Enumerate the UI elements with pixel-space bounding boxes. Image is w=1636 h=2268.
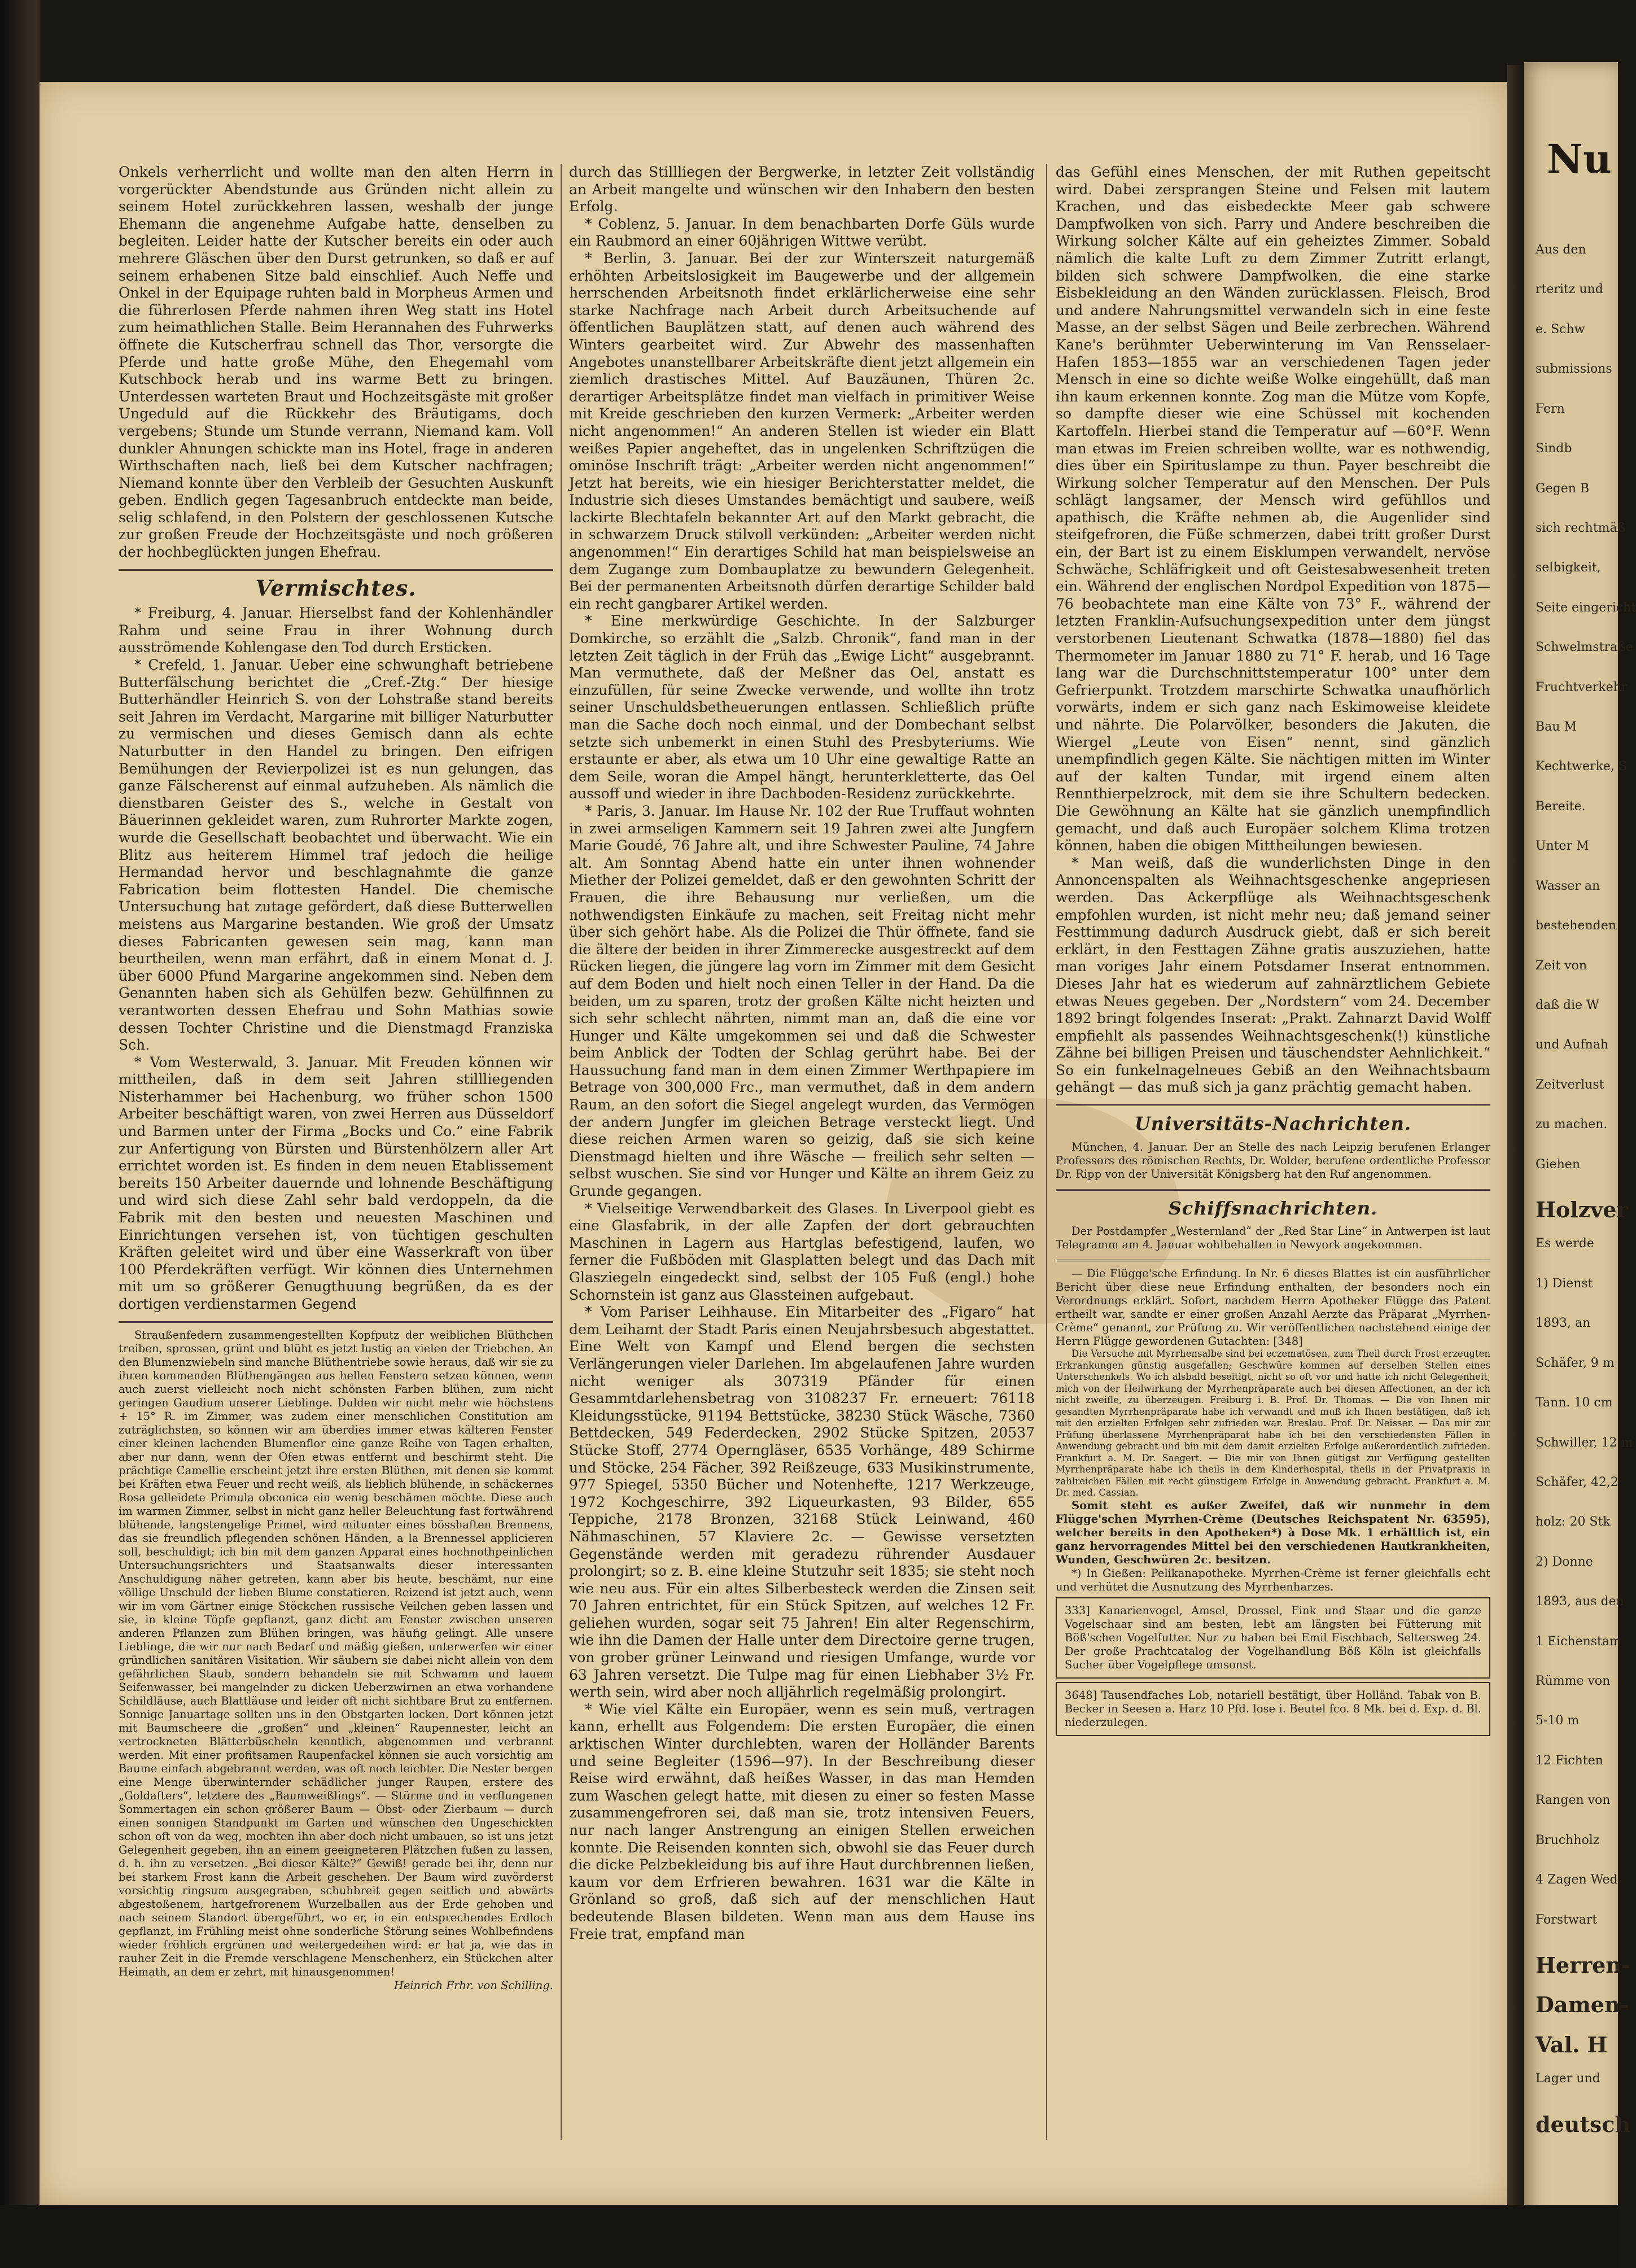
adjacent-page-line: Wasser an bbox=[1536, 879, 1600, 893]
adjacent-page-line: Fruchtverkehr bbox=[1536, 680, 1628, 694]
ad-fluegge: — Die Flügge'sche Erfindung. In Nr. 6 dieses Blattes ist ein ausführlicher Bericht über diese neue Erfindung enthalten, der besonders noch ein Verordnungs erklärt. Sofort, nachdem Herrn Apotheker Flügge das Patent ertheilt war, sandte er einer großen Anzahl Aerzte das Präparat „Myrrhen-Crème“ genannt, zur Prüfung zu. Wir veröffentlichen nachstehend einige der Herrn Flügge gewordenen Gutachten: [348] bbox=[1056, 1267, 1490, 1348]
column-rule bbox=[1046, 164, 1047, 2140]
ad-vogelfutter bbox=[1056, 1597, 1490, 1679]
adjacent-page bbox=[1524, 62, 1636, 2241]
news-item-geschichte: * Eine merkwürdige Geschichte. In der Salzburger Domkirche, so erzählt die „Salzb. Chronik“, fand man in der letzten Zeit täglich in der Früh das „Ewige Licht“ ausgebrannt. Man vermuthete, daß der Meßner das Oel, anstatt es einzufüllen, für seine Zwecke verwende, und wollte ihn trotz seiner Unschuldsbetheuerungen entlassen. Schließlich prüfte man die Sache doch noch einmal, und der Dombechant selbst setzte sich unbemerkt in einen Stuhl des Presbyteriums. Wie erstaunte er aber, als etwa um 10 Uhr eine gewaltige Ratte an dem Seile, woran die Ampel hängt, herunterkletterte, das Oel aussoff und wieder in ihre Dachboden-Residenz zurückkehrte. bbox=[569, 613, 1035, 802]
article-continuation: Onkels verherrlicht und wollte man den alten Herrn in vorgerückter Abendstunde aus Gründen nicht allein zu seinem Hotel zurückkehren lassen, weshalb der junge Ehemann die angenehme Aufgabe hatte, denselben zu begleiten. Leider hatte der Kutscher bereits ein oder auch mehrere Gläschen über den Durst getrunken, so daß er auf seinem erhabenen Sitze bald einschlief. Auch Neffe und Onkel in der Equipage ruhten bald in Morpheus Armen und die führerlosen Pferde nahmen ihren Weg statt ins Hotel zum heimathlichen Stalle. Beim Herannahen des Fuhrwerks öffnete die Kutscherfrau schnell das Thor, versorgte die Pferde und hatte große Mühe, den Ehegemahl vom Kutschbock herab und ins warme Bett zu bringen. Unterdessen warteten Braut und Hochzeitsgäste mit großer Ungeduld auf die Rückkehr des Bräutigams, doch vergebens; Stunde um Stunde verrann, Niemand kam. Voll dunkler Ahnungen schickte man ins Hotel, frage in anderen Wirthschaften nach, ließ bei dem Kutscher nachfragen; Niemand konnte über den Verbleib der Gesuchten Auskunft geben. Endlich gegen Tagesanbruch entdeckte man beide, selig schlafend, in den Polstern der geschlossenen Kutsche zur großen Freude der Hochzeitsgäste und noch größeren der hochbeglückten jungen Ehefrau. bbox=[119, 164, 553, 561]
adjacent-page-line: Bruchholz bbox=[1536, 1833, 1600, 1847]
adjacent-page-line: Rümme von bbox=[1536, 1674, 1611, 1688]
adjacent-page-line: Gegen B bbox=[1536, 482, 1590, 496]
adjacent-page-line: Val. H bbox=[1536, 2032, 1608, 2057]
ad-testimonials: Die Versuche mit Myrrhensalbe sind bei eczematösen, zum Theil durch Frost erzeugten Erkrankungen günstig ausgefallen; Geschwüre kommen auf derselben Stellen eines Unterschenkels. Wo ich alsbald beseitigt, nicht so oft vor und hatte ich nicht Gelegenheit, mich von der Heilwirkung der Myrrhenpräparate auch bei diesen Affectionen, an der ich nicht zweifle, zu überzeugen. Freiburg i. B. Prof. Dr. Thomas. — Die von Ihnen mir gesandten Myrrhenpräparate habe ich verwandt und muß ich Ihnen bestätigen, daß ich mit den erzielten Erfolgen sehr zufrieden war. Breslau. Prof. Dr. Neisser. — Das mir zur Prüfung überlassene Myrrhenpräparat habe ich bei den verschiedensten Fällen in Anwendung gebracht und bin mit dem damit erzielten Erfolge außerordentlich zufrieden. Frankfurt a. M. Dr. Saegert. — Die mir von Ihnen gütigst zur Verfügung gestellten Myrrhenpräparate habe ich theils in dem Kinderhospital, theils in der Privatpraxis in zahlreichen Fällen mit recht günstigem Erfolge in Anwendung gebracht. Frankfurt a. M. Dr. med. Cassian. bbox=[1056, 1348, 1490, 1498]
news-item-weihnachten: * Man weiß, daß die wunderlichsten Dinge in den Annoncenspalten als Weihnachtsgeschenke angepriesen werden. Das Ackerpflüge als Weihnachtsgeschenk empfohlen wurden, ist nicht mehr neu; daß jemand seiner Festtimmung dadurch Ausdruck giebt, daß er sich bereit erklärt, in den Festtagen Zähne gratis auszuziehen, hatte man voriges Jahr einem Potsdamer Inserat entnommen. Dieses Jahr hat es wiederum auf zahnärztlichem Gebiete etwas Neues gegeben. Der „Nordstern“ vom 24. December 1892 bringt folgendes Inserat: „Prakt. Zahnarzt David Wolff empfiehlt als passendes Weihnachtsgeschenk(!) künstliche Zähne bei billigen Preisen und täuschendster Aehnlichkeit.“ So ein funkelnagelneues Gebiß an den Weihnachtsbaum gehängt — das muß sich ja ganz prächtig gemacht haben. bbox=[1056, 854, 1490, 1096]
adjacent-page-line: Schwiller, 12 m bbox=[1536, 1436, 1633, 1450]
adjacent-page-line: deutsch bbox=[1536, 2112, 1631, 2137]
adjacent-page-line: zu machen. bbox=[1536, 1117, 1608, 1131]
book-binding-left bbox=[0, 0, 40, 2268]
adjacent-page-line: Holzver bbox=[1536, 1197, 1628, 1222]
adjacent-page-line: Fern bbox=[1536, 402, 1565, 416]
adjacent-page-line: Schäfer, 42,2 bbox=[1536, 1475, 1618, 1489]
university-news: München, 4. Januar. Der an Stelle des nach Leipzig berufenen Erlanger Professors des römischen Rechts, Dr. Wolder, berufene ordentliche Professor Dr. Ripp von der Universität Königsberg hat den Ruf angenommen. bbox=[1056, 1140, 1490, 1181]
adjacent-page-line: Herren- bbox=[1536, 1952, 1630, 1978]
adjacent-page-line: 12 Fichten bbox=[1536, 1754, 1603, 1768]
adjacent-page-line: e. Schw bbox=[1536, 322, 1585, 337]
scan-background-bottom bbox=[0, 2205, 1618, 2268]
news-item-leihhaus: * Vom Pariser Leihhause. Ein Mitarbeiter des „Figaro“ hat dem Leihamt der Stadt Paris einen Neujahrsbesuch abgestattet. Eine Welt von Kampf und Elend bergen die sechsten Verlängerungen vieler Darlehen. Im abgelaufenen Jahre wurden nicht weniger als 307319 Pfänder für einen Gesammtdarlehensbetrag von 3108237 Fr. erneuert: 76118 Kleidungsstücke, 91194 Bettstücke, 38230 Stück Wäsche, 7360 Bettdecken, 549 Federdecken, 2902 Stücke Spitzen, 20537 Stücke Stoff, 2774 Operngläser, 6535 Vorhänge, 489 Schirme und Stöcke, 254 Fächer, 392 Reißzeuge, 633 Musikinstrumente, 977 Spiegel, 5350 Bücher und Notenhefte, 1217 Werkzeuge, 1972 Kochgeschirre, 392 Liqueurkasten, 93 Bilder, 655 Teppiche, 2178 Bronzen, 32168 Stück Leinwand, 460 Nähmaschinen, 57 Klaviere 2c. — Gewisse versetzten Gegenstände werden mit geradezu rührender Ausdauer prolongirt; so z. B. eine kleine Stutzuhr seit 1835; sie steht noch wie neu aus. Für ein altes Silberbesteck werden die Zinsen seit 70 Jahren entrichtet, für ein Stück Spitzen, auf welches 12 Fr. geliehen wurden, sogar seit 75 Jahren! Ein alter Regenschirm, wie ihn die Damen der Halle unter dem Directoire gerne trugen, von grober grüner Leinwand und riesigen Umfange, wurde vor 63 Jahren versetzt. Die Tulpe mag für einen Liebhaber 3½ Fr. werth sein, wird aber noch alljährlich regelmäßig prolongirt. bbox=[569, 1304, 1035, 1701]
news-item-continuation: durch das Stillliegen der Bergwerke, in letzter Zeit vollständig an Arbeit mangelte und wünschen wir den Inhabern den besten Erfolg. bbox=[569, 164, 1035, 215]
adjacent-page-line: 5-10 m bbox=[1536, 1714, 1580, 1728]
ad-fluegge-note: *) In Gießen: Pelikanapotheke. Myrrhen-Crème ist ferner gleichfalls echt und verhütet die Ausnutzung des Myrrhenharzes. bbox=[1056, 1566, 1490, 1593]
adjacent-page-line: Rangen von bbox=[1536, 1793, 1611, 1807]
adjacent-page-line: rteritz und bbox=[1536, 282, 1603, 296]
adjacent-page-line: und Aufnah bbox=[1536, 1038, 1609, 1052]
adjacent-page-line: Zeitverlust bbox=[1536, 1078, 1604, 1092]
section-divider bbox=[1056, 1189, 1490, 1191]
adjacent-page-line: daß die W bbox=[1536, 998, 1599, 1012]
adjacent-page-line: 1 Eichenstam bbox=[1536, 1635, 1621, 1649]
section-heading-schiff: Schiffsnachrichten. bbox=[1168, 1197, 1378, 1219]
adjacent-page-line: submissions bbox=[1536, 362, 1612, 376]
news-item-westerwald: * Vom Westerwald, 3. Januar. Mit Freuden können wir mittheilen, daß in dem seit Jahren stillliegenden Nisterhammer bei Hachenburg, wo früher schon 1500 Arbeiter beschäftigt waren, von zwei Herren aus Düsseldorf und Barmen unter der Firma „Bocks und Co.“ eine Fabrik zur Anfertigung von Bürsten und Bürstenhölzern aller Art errichtet worden ist. Es finden in dem neuen Etablissement bereits 150 Arbeiter dauernde und lohnende Beschäftigung und wird sich diese Zahl sehr bald verdoppeln, da die Fabrik mit den besten und neuesten Maschinen und Einrichtungen versehen ist, von tüchtigen geschulten Kräften geleitet wird und über eine Wasserkraft von über 100 Pferdekräften verfügt. Wir können dies Unternehmen mit um so größerer Genugthuung begrüßen, da es der dortigen verdienstarmen Gegend bbox=[119, 1054, 553, 1312]
news-item-kaelte: * Wie viel Kälte ein Europäer, wenn es sein muß, vertragen kann, erhellt aus Folgendem: Die ersten Europäer, die einen arktischen Winter durchlebten, waren der Holländer Barents und seine Begleiter (1596—97). In der Beschreibung dieser Reise wird erwähnt, daß heißes Wasser, in das man Hemden zum Waschen gelegt hatte, mit diesen zu einer so festen Masse zusammengefroren sei, daß man sie, trotz intensiven Feuers, nur nach langer Anstrengung an einigen Stellen erweichen konnte. Die Reisenden konnten sich, obwohl sie das Feuer durch die dicke Pelzbekleidung bis auf ihre Haut durchbrennen ließen, kaum vor dem Erfrieren bewahren. 1631 war die Kälte in Grönland so groß, daß sich auf der menschlichen Haut bedeutende Blasen bildeten. Wenn man aus dem Hause ins Freie trat, empfand man bbox=[569, 1701, 1035, 1942]
column-3 bbox=[1056, 164, 1490, 1740]
news-item-berlin: * Berlin, 3. Januar. Bei der zur Winterszeit naturgemäß erhöhten Arbeitslosigkeit im Baugewerbe und der allgemein herrschenden Arbeitsnoth findet erklärlicherweise eine sehr starke Nachfrage nach Arbeit durch Arbeitsuchende auf öffentlichen Bauplätzen statt, auf denen auch während des Winters gearbeitet wird. Zur Abwehr des massenhaften Angebotes unanstellbarer Arbeitskräfte dient jetzt allgemein ein ziemlich drastisches Mittel. Auf Bauzäunen, Thüren 2c. derartiger Arbeitsplätze findet man vielfach in primitiver Weise mit Kreide geschrieben den kurzen Vermerk: „Arbeiter werden nicht angenommen!“ An anderen Stellen ist wieder ein Blatt weißes Papier angeheftet, das in ungelenken Schriftzügen die ominöse Inschrift trägt: „Arbeiter werden nicht angenommen!“ Jetzt hat bereits, wie ein hiesiger Berichterstatter meldet, die Industrie sich dieses Umstandes bemächtigt und saubere, weiß lackirte Blechtafeln bekannter Art auf den Markt gebracht, die in schwarzem Druck stilvoll verkünden: „Arbeiter werden nicht angenommen!“ Ein derartiges Schild hat man beispielsweise an dem Zugange zum Dombauplatze zu bewundern Gelegenheit. Bei der permanenten Arbeitsnoth dürfen derartige Schilder bald ein recht gangbarer Artikel werden. bbox=[569, 250, 1035, 612]
adjacent-page-line: 4 Zagen Wed bbox=[1536, 1873, 1618, 1887]
adjacent-page-line: Schäfer, 9 m bbox=[1536, 1356, 1615, 1370]
adjacent-page-line: Zeit von bbox=[1536, 959, 1587, 973]
ad-tabak bbox=[1056, 1682, 1490, 1736]
column-2 bbox=[569, 164, 1035, 1943]
adjacent-page-line: Sindb bbox=[1536, 442, 1572, 456]
adjacent-page-line: Bereite. bbox=[1536, 799, 1586, 814]
column-1 bbox=[119, 164, 553, 1992]
news-item-crefeld: * Crefeld, 1. Januar. Ueber eine schwunghaft betriebene Butterfälschung berichtet die „Cref.-Ztg.“ Der hiesige Butterhändler Heinrich S. von der Lohstraße stand bereits seit Jahren im Verdacht, Margarine mit billiger Naturbutter zu vermischen und dieses Gemisch dann als echte Naturbutter in den Handel zu bringen. Den eifrigen Bemühungen der Revierpolizei ist es nun gelungen, das ganze Fälscherenst auf einmal aufzuheben. Als nämlich die dienstbaren Geister des S., welche in Gestalt von Bäuerinnen gekleidet waren, zum Ruhrorter Markte zogen, wurde die Gesellschaft beobachtet und überwacht. Wie ein Blitz aus heiterem Himmel traf jedoch die heilige Hermandad hervor und beschlagnahmte die ganze Fabrication beim flottesten Handel. Die chemische Untersuchung hat zutage gefördert, daß diese Butterwellen meistens aus Margarine bestanden. Wie groß der Umsatz dieses Fabricanten gewesen sein mag, kann man beurtheilen, wenn man erfährt, daß in einem Monat d. J. über 6000 Pfund Margarine angekommen sind. Neben dem Genannten haben sich als Gehülfen bezw. Gehülfinnen zu verantworten dessen Ehefrau und Sohn Mathias sowie dessen Tochter Christine und die Dienstmagd Franziska Sch. bbox=[119, 657, 553, 1054]
adjacent-page-line: Tann. 10 cm bbox=[1536, 1396, 1613, 1410]
news-item-coblenz: * Coblenz, 5. Januar. In dem benachbarten Dorfe Güls wurde ein Raubmord an einer 60jährigen Wittwe verübt. bbox=[569, 215, 1035, 250]
adjacent-page-line: sich rechtmäß bbox=[1536, 521, 1626, 535]
section-heading-universitaet: Universitäts-Nachrichten. bbox=[1135, 1113, 1411, 1135]
adjacent-page-line: Unter M bbox=[1536, 839, 1589, 853]
ad-divider bbox=[1056, 1260, 1490, 1261]
section-heading-vermischtes: Vermischtes. bbox=[255, 575, 417, 601]
adjacent-page-line: Es werde bbox=[1536, 1236, 1594, 1251]
adjacent-page-line: Lager und bbox=[1536, 2072, 1600, 2086]
feuilleton-divider bbox=[119, 1321, 553, 1323]
section-divider bbox=[1056, 1104, 1490, 1106]
adjacent-page-line: 2) Donne bbox=[1536, 1555, 1593, 1569]
adjacent-page-title: Nu bbox=[1547, 136, 1612, 182]
adjacent-page-line: Schwelmstraße bbox=[1536, 640, 1633, 654]
adjacent-page-line: selbigkeit, bbox=[1536, 561, 1601, 575]
adjacent-page-line: holz: 20 Stk bbox=[1536, 1515, 1611, 1529]
section-divider bbox=[119, 569, 553, 571]
adjacent-page-line: Kechtwerke, S bbox=[1536, 759, 1627, 774]
adjacent-page-line: Damen- bbox=[1536, 1992, 1629, 2017]
adjacent-page-line: Bau M bbox=[1536, 720, 1577, 734]
news-item-paris: * Paris, 3. Januar. Im Hause Nr. 102 der Rue Truffaut wohnten in zwei armseligen Kammern seit 19 Jahren zwei alte Jungfern Marie Goudé, 76 Jahre alt, und ihre Schwester Pauline, 74 Jahre alt. Am Sonntag Abend hatte ein unter ihnen wohnender Miether der Polizei gemeldet, daß er den gewohnten Schritt der Frauen, die ihre Behausung nur verließen, um die nothwendigsten Einkäufe zu machen, seit Freitag nicht mehr über sich gehört habe. Als die Polizei die Thür öffnete, fand sie die ältere der beiden in ihrer Zimmerecke ausgestreckt auf dem Rücken liegen, die jüngere lag vorn im Zimmer mit dem Gesicht auf dem Boden und hielt noch einen Teller in der Hand. Da die beiden, um zu sparen, trotz der großen Kälte nicht heizten und sich sehr schlecht nährten, nimmt man an, daß die eine vor Hunger und Kälte umgekommen sei und daß die Schwester beim Anblick der Todten der Schlag gerührt habe. Bei der Haussuchung fand man in dem einen Zimmer Werthpapiere im Betrage von 300,000 Frc., man vermuthet, daß in dem andern Raum, an den sofort die Siegel angelegt wurden, das Vermögen der andern Jungfer im gleichen Betrage versteckt liegt. Und diese reichen Armen waren so geizig, daß sie sich keine Dienstmagd hielten und ihre Wäsche — freilich sehr selten — selbst wuschen. Sie sind vor Hunger und Kälte an ihrem Geiz zu Grunde gegangen. bbox=[569, 802, 1035, 1200]
adjacent-page-line: Giehen bbox=[1536, 1157, 1580, 1172]
ad-fluegge-footer: Somit steht es außer Zweifel, daß wir nunmehr in dem Flügge'schen Myrrhen-Crème (Deutsches Reichspatent Nr. 63595), welcher bereits in den Apotheken*) à Dose Mk. 1 erhältlich ist, ein ganz hervorragendes Mittel bei den verschiedenen Hautkrankheiten, Wunden, Geschwüren 2c. besitzen. bbox=[1056, 1498, 1490, 1566]
adjacent-page-line: Seite eingericht bbox=[1536, 601, 1636, 615]
adjacent-page-line: 1) Dienst bbox=[1536, 1277, 1593, 1291]
news-item-freiburg: * Freiburg, 4. Januar. Hierselbst fand der Kohlenhändler Rahm und seine Frau in ihrer Wohnung durch ausströmende Kohlengase den Tod durch Ersticken. bbox=[119, 605, 553, 656]
column-rule bbox=[561, 164, 562, 2140]
ship-news: Der Postdampfer „Westernland“ der „Red Star Line“ in Antwerpen ist laut Telegramm am 4. Januar wohlbehalten in Newyork angekommen. bbox=[1056, 1225, 1490, 1252]
feuilleton-signature: Heinrich Frhr. von Schilling. bbox=[393, 1978, 553, 1992]
adjacent-page-line: Forstwart bbox=[1536, 1913, 1598, 1927]
adjacent-page-line: 1893, an bbox=[1536, 1316, 1591, 1330]
adjacent-page-line: bestehenden bbox=[1536, 919, 1616, 933]
ad-vogelfutter-text: 333] Kanarienvogel, Amsel, Drossel, Fink und Staar und die ganze Vogelschaar sind am besten, lebt am längsten bei Fütterung mit Böß'schen Vogelfutter. Nur zu haben bei Emil Fischbach, Seltersweg 24. Der große Prachtcatalog der Vogelhandlung Böß Köln ist gleichfalls Sucher über Vogelpflege umsonst. bbox=[1065, 1603, 1481, 1671]
adjacent-page-line: Aus den bbox=[1536, 243, 1586, 257]
news-item-glas: * Vielseitige Verwendbarkeit des Glases. In Liverpool giebt es eine Glasfabrik, in der alle Zapfen der dort gebrauchten Maschinen in Lagern aus Hartglas befestigend, laufen, wo ferner die Fußböden mit Glasplatten belegt und das Dach mit Glasziegeln eingedeckt sind, selbst der 105 Fuß (engl.) hohe Schornstein ist ganz aus Glassteinen aufgebaut. bbox=[569, 1200, 1035, 1303]
adjacent-page-line: 1893, aus den bbox=[1536, 1594, 1624, 1609]
news-item-kaelte-cont: das Gefühl eines Menschen, der mit Ruthen gepeitscht wird. Dabei zersprangen Steine und Felsen mit lautem Krachen, und das eisbedeckte Meer gab schwere Dampfwolken von sich. Parry und Andere beschreiben die Wirkung solcher Kälte auf ein geheiztes Zimmer. Sobald nämlich die kalte Luft zu dem Zimmer Zutritt erlangt, bilden sich schwere Dampfwolken, die eine starke Eisbekleidung an den Wänden zurücklassen. Fleisch, Brod und andere Nahrungsmittel verwandeln sich in eine feste Masse, an der selbst Sägen und Beile zerbrechen. Während Kane's berühmter Ueberwinterung im Van Rensselaer-Hafen 1853—1855 war an verschiedenen Tagen jeder Mensch in eine so dichte weiße Wolke eingehüllt, daß man ihn kaum erkennen konnte. Zog man die Mütze vom Kopfe, so dampfte dieser wie eine Schüssel mit kochenden Kartoffeln. Hierbei stand die Temperatur auf —60°F. Wenn man etwas im Freien schreiben wollte, war es nothwendig, dies über ein Spirituslampe zu thun. Payer beschreibt die Wirkung solcher Temperatur auf den Menschen. Der Puls schlägt langsamer, der Mensch wird gefühllos und apathisch, die Kräfte nehmen ab, die Augenlider sind steifgefroren, die Füße schmerzen, dabei tritt großer Durst ein, der Bart ist zu einem Eisklumpen verwandelt, nervöse Schwäche, Schläfrigkeit und oft Geistesabwesenheit treten ein. Während der englischen Nordpol Expedition von 1875—76 beobachtete man eine Kälte von 73° F., während der letzten Franklin-Aufsuchungsexpedition unter dem jüngst verstorbenen Lieutenant Schwatka (1878—1880) fiel das Thermometer im Januar 1880 zu 71° F. herab, und 16 Tage lang war die Durchschnittstemperatur 100° unter dem Gefrierpunkt. Trotzdem marschirte Schwatka unaufhörlich vorwärts, indem er sich ganz nach Eskimoweise kleidete und nährte. Die Polarvölker, besonders die Jakuten, die Wiergel „Leute von Eisen“ nennt, sind gänzlich unempfindlich gegen Kälte. Sie nächtigen mitten im Winter auf der kalten Tundar, mit irgend einem alten Rennthierpelzrock, mit dem sie ihre Schultern bedecken. Die Gewöhnung an Kälte hat sie gänzlich unempfindlich gemacht, und daß auch Europäer solchem Klima trotzen können, haben die obigen Mittheilungen bewiesen. bbox=[1056, 164, 1490, 854]
ad-tabak-text: 3648] Tausendfaches Lob, notariell bestätigt, über Holländ. Tabak von B. Becker in Seesen a. Harz 10 Pfd. lose i. Beutel fco. 8 Mk. bei d. Exp. d. Bl. niederzulegen. bbox=[1065, 1688, 1481, 1729]
page-gutter bbox=[1507, 65, 1524, 2222]
feuilleton-text: Straußenfedern zusammengestellten Kopfputz der weiblichen Blüthchen treiben, sprossen, grünt und blüht es jetzt lustig an vielen der Triebchen. An den Blumenzwiebeln sind manche Blüthentriebe sowie heraus, daß wir sie zu ihren kommenden Blüthengängen aus hellen Fenstern setzen können, wenn auch zuerst vielleicht noch nicht schönsten Farben blühen, zum nicht geringen Gaudium unserer Lieblinge. Dulden wir nicht mehr wie höchstens + 15° R. im Zimmer, was zudem einer menschlichen Constitution am zuträglichsten, so können wir am überdies immer etwas kälteren Fenster einer kleinen lachenden Blumenflor eine ganze Reihe von Tagen erhalten, aber nur dann, wenn der Ofen etwas entfernt und beschirmt steht. Die prächtige Camellie erscheint jetzt ihre ersten Blüthen, mit denen sie kommt bei Kräften etwa Feuer und recht weiß, als lieblich blühende, in schäckernes Rosa gelleidete Primula obconica ein wenig beschämen möchte. Diese auch im warmen Zimmer, selbst in nicht ganz heller Beleuchtung fast fortwährend blühende, langstengelige Primel, wird mitunter eines bösshaften Brennens, das sie freundlich pflegenden schönen Händen, a la Brennessel applicieren soll, beschuldigt; ich bin mit dem ganzen Apparat eines hochnothpeinlichen Untersuchungsrichters und Staatsanwalts dieser interessanten Anschuldigung näher getreten, kann aber bis heute, beschämt, nur eine völlige Unschuld der lieben Blume constatieren. Reizend ist jetzt auch, wenn wir im vom Gärtner einige Stöckchen russische Veilchen geben lassen und sie, in kleine Töpfe gepflanzt, ganz dicht am Fenster zwischen unseren anderen Pflanzen zum Blühen bringen, was häufig gelingt. Alle unsere Lieblinge, die wir nur nach Bedarf und mäßig gießen, unterwerfen wir einer gründlichen sanitären Visitation. Wir säubern sie dabei nicht allein von dem gefährlichen Staub, sondern behandeln sie mit Schwamm und lauem Seifenwasser, bei mangelnder zu dicken Ueberzwirnen an etwa vorhandene Schildläuse, auch Blattläuse und leider oft nicht sichtbare Brut zu entfernen. Sonnige Januartage sollten uns in den Obstgarten locken. Dort können jetzt mit Baumscheere die „großen“ und „kleinen“ Raupennester, leicht an vertrockneten Blätterbüscheln kenntlich, abgenommen und verbrannt werden. Mit einer profitsamen Raupenfackel können sie auch vorsichtig am Baume einfach abgebrannt werden, was oft noch leichter. Die Nester bergen eine Menge überwinternder schädlicher junger Raupen, erstere des „Goldafters“, letztere des „Baumweißlings“. — Stürme und in verflungenen Sommertagen ein schon größerer Baum — Obst- oder Zierbaum — durch einen sonnigen Standpunkt im Garten und wünschen den Ungeschickten schon oft von da weg, mochten ihn aber doch nicht umbauen, so ist uns jetzt Gelegenheit gegeben, ihn an einem geeigneteren Plätzchen fußen zu lassen, d. h. ihn zu versetzen. „Bei dieser Kälte?“ Gewiß! gerade bei ihr, denn nur bei starkem Frost kann die Arbeit geschehen. Der Baum wird zuvörderst vorsichtig ringsum ausgegraben, schuhbreit gegen seitlich und abwärts abgestoßenem, hartgefrorenem Wurzelballen aus der Erde gehoben und nach seinem Standort übergeführt, wo er, in ein entsprechendes Erdloch gepflanzt, im Frühling meist ohne sonderliche Störung seines Wohlbefindens wieder fröhlich ergrünen und weitergedeihen wird: er hat ja, wie das in rauher Zeit in die Fremde verschlagene Menschenherz, ein Stückchen alter Heimath, an dem er zehrt, mit hinausgenommen! bbox=[119, 1328, 553, 1978]
